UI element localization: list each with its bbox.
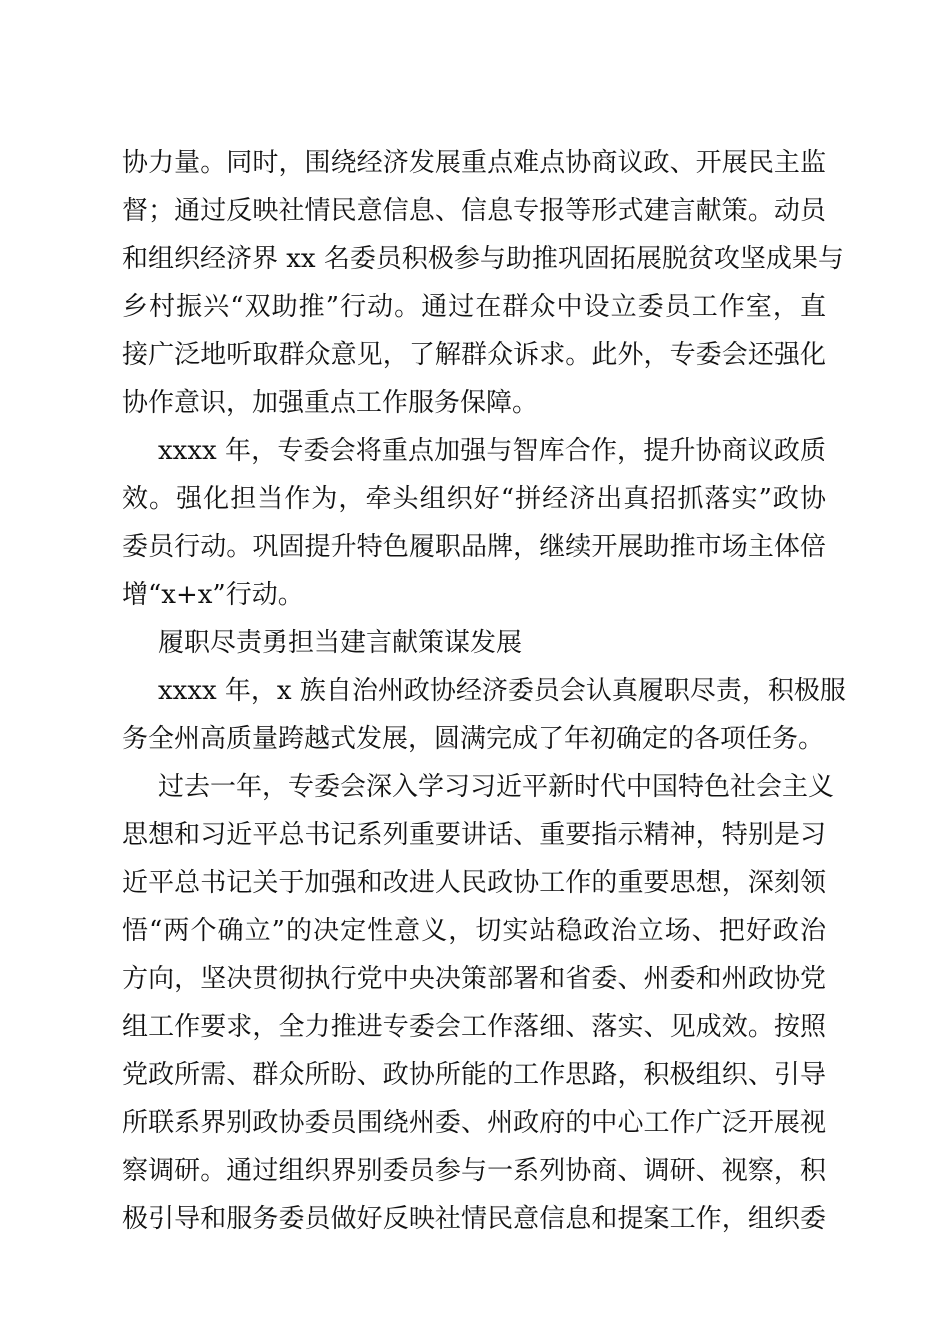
text-line: 党政所需、群众所盼、政协所能的工作思路，积极组织、引导	[122, 1060, 826, 1090]
section-heading: 履职尽责勇担当建言献策谋发展	[158, 628, 523, 658]
text-line: 接广泛地听取群众意见，了解群众诉求。此外，专委会还强化	[122, 340, 826, 370]
text-line: 乡村振兴“双助推”行动。通过在群众中设立委员工作室，直	[122, 292, 826, 322]
text-line: 近平总书记关于加强和改进人民政协工作的重要思想，深刻领	[122, 868, 826, 898]
text-line: 思想和习近平总书记系列重要讲话、重要指示精神，特别是习	[122, 820, 826, 850]
text-line: 方向，坚决贯彻执行党中央决策部署和省委、州委和州政协党	[122, 964, 826, 994]
text-line: 和组织经济界 xx 名委员积极参与助推巩固拓展脱贫攻坚成果与	[122, 244, 844, 274]
text-line: 务全州高质量跨越式发展，圆满完成了年初确定的各项任务。	[122, 724, 825, 754]
text-line: 过去一年，专委会深入学习习近平新时代中国特色社会主义	[158, 772, 835, 802]
text-line: 所联系界别政协委员围绕州委、州政府的中心工作广泛开展视	[122, 1108, 826, 1138]
text-line: xxxx 年，x 族自治州政协经济委员会认真履职尽责，积极服	[158, 676, 846, 706]
text-line: 协力量。同时，围绕经济发展重点难点协商议政、开展民主监	[122, 148, 826, 178]
text-line: 极引导和服务委员做好反映社情民意信息和提案工作，组织委	[122, 1204, 826, 1234]
text-line: 察调研。通过组织界别委员参与一系列协商、调研、视察，积	[122, 1156, 826, 1186]
text-line: 委员行动。巩固提升特色履职品牌，继续开展助推市场主体倍	[122, 532, 826, 562]
text-line: 协作意识，加强重点工作服务保障。	[122, 388, 539, 418]
text-line: 增“x+x”行动。	[122, 580, 304, 610]
text-line: xxxx 年，专委会将重点加强与智库合作，提升协商议政质	[158, 436, 826, 466]
text-line: 悟“两个确立”的决定性意义，切实站稳政治立场、把好政治	[122, 916, 826, 946]
text-line: 督；通过反映社情民意信息、信息专报等形式建言献策。动员	[122, 196, 826, 226]
text-line: 组工作要求，全力推进专委会工作落细、落实、见成效。按照	[122, 1012, 826, 1042]
text-line: 效。强化担当作为，牵头组织好“拼经济出真招抓落实”政协	[122, 484, 826, 514]
